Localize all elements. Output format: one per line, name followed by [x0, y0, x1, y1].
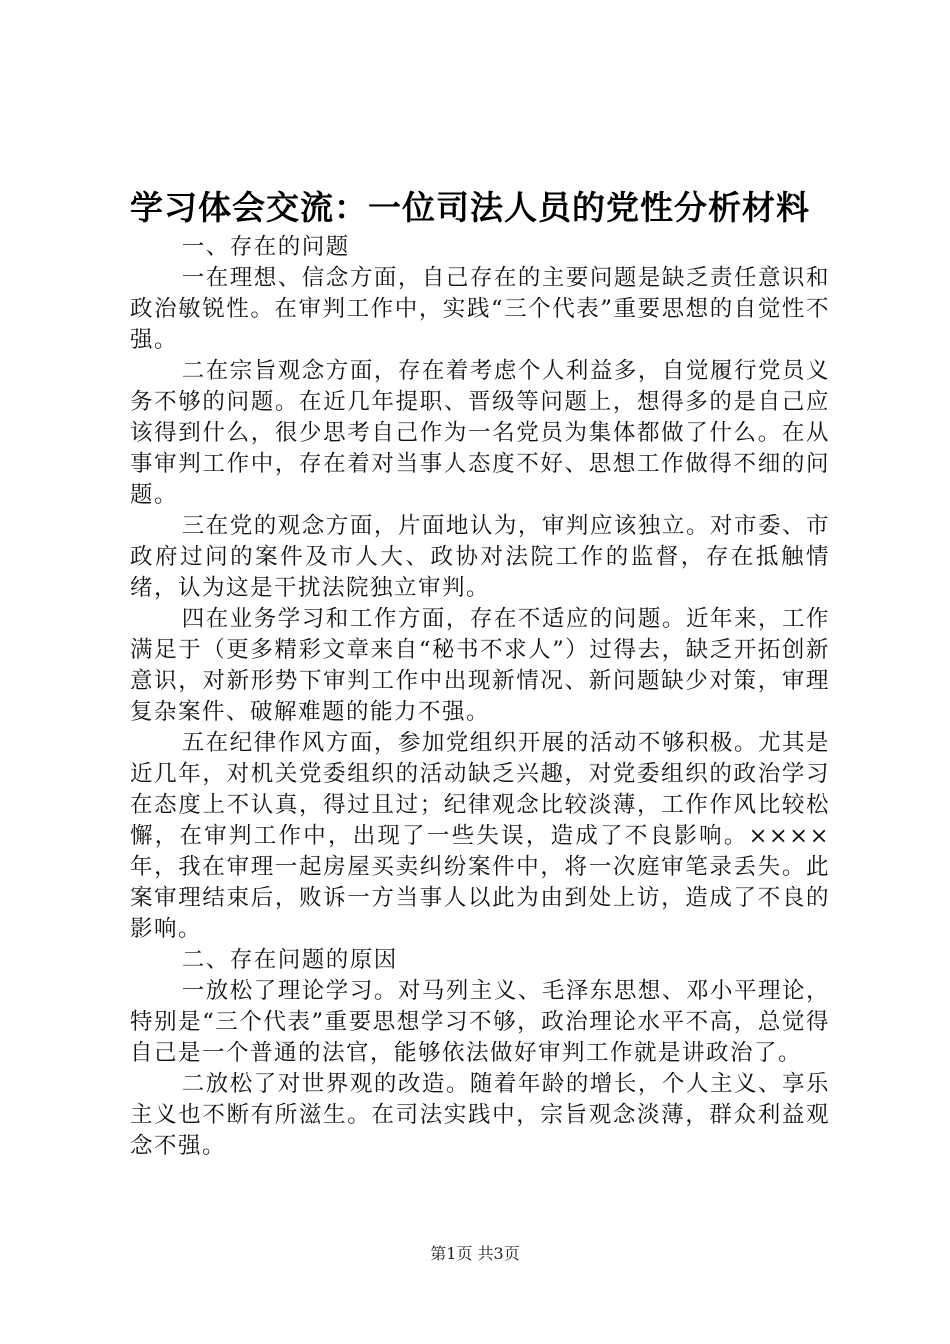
paragraph-party-concept: 三在党的观念方面，片面地认为，审判应该独立。对市委、市政府过问的案件及市人大、政协对法院工作的监督，存在抵触情绪，认为这是干扰法院独立审判。 — [130, 513, 830, 601]
document-title: 学习体会交流：一位司法人员的党性分析材料 — [130, 188, 810, 227]
section-heading-problems: 一、存在的问题 — [181, 234, 350, 260]
paragraph-worldview: 二放松了对世界观的改造。随着年龄的增长，个人主义、享乐主义也不断有所滋生。在司法实践中，宗旨观念淡薄，群众利益观念不强。 — [130, 1071, 830, 1159]
page-number: 第1页 共3页 — [430, 1244, 520, 1263]
paragraph-purpose: 二在宗旨观念方面，存在着考虑个人利益多，自觉履行党员义务不够的问题。在近几年提职、晋级等问题上，想得多的是自己应该得到什么，很少思考自己作为一名党员为集体都做了什么。在从事审判工作中，存在着对当事人态度不好、思想工作做得不细的问题。 — [130, 358, 830, 508]
section-heading-causes: 二、存在问题的原因 — [181, 947, 398, 973]
paragraph-theory-study: 一放松了理论学习。对马列主义、毛泽东思想、邓小平理论，特别是“三个代表”重要思想学习不够，政治理论水平不高，总觉得自己是一个普通的法官，能够依法做好审判工作就是讲政治了。 — [130, 978, 830, 1066]
paragraph-ideals: 一在理想、信念方面，自己存在的主要问题是缺乏责任意识和政治敏锐性。在审判工作中，实践“三个代表”重要思想的自觉性不强。 — [130, 265, 830, 353]
document-body — [130, 232, 830, 1162]
paragraph-work-study: 四在业务学习和工作方面，存在不适应的问题。近年来，工作满足于（更多精彩文章来自“秘书不求人”）过得去，缺乏开拓创新意识，对新形势下审判工作中出现新情况、新问题缺少对策，审理复杂案件、破解难题的能力不强。 — [130, 606, 830, 725]
paragraph-discipline: 五在纪律作风方面，参加党组织开展的活动不够积极。尤其是近几年，对机关党委组织的活动缺乏兴趣，对党委组织的政治学习在态度上不认真，得过且过；纪律观念比较淡薄，工作作风比较松懈，在审判工作中，出现了一些失误，造成了不良影响。××××年，我在审理一起房屋买卖纠纷案件中，将一次庭审笔录丢失。此案审理结束后，败诉一方当事人以此为由到处上访，造成了不良的影响。 — [130, 730, 830, 942]
